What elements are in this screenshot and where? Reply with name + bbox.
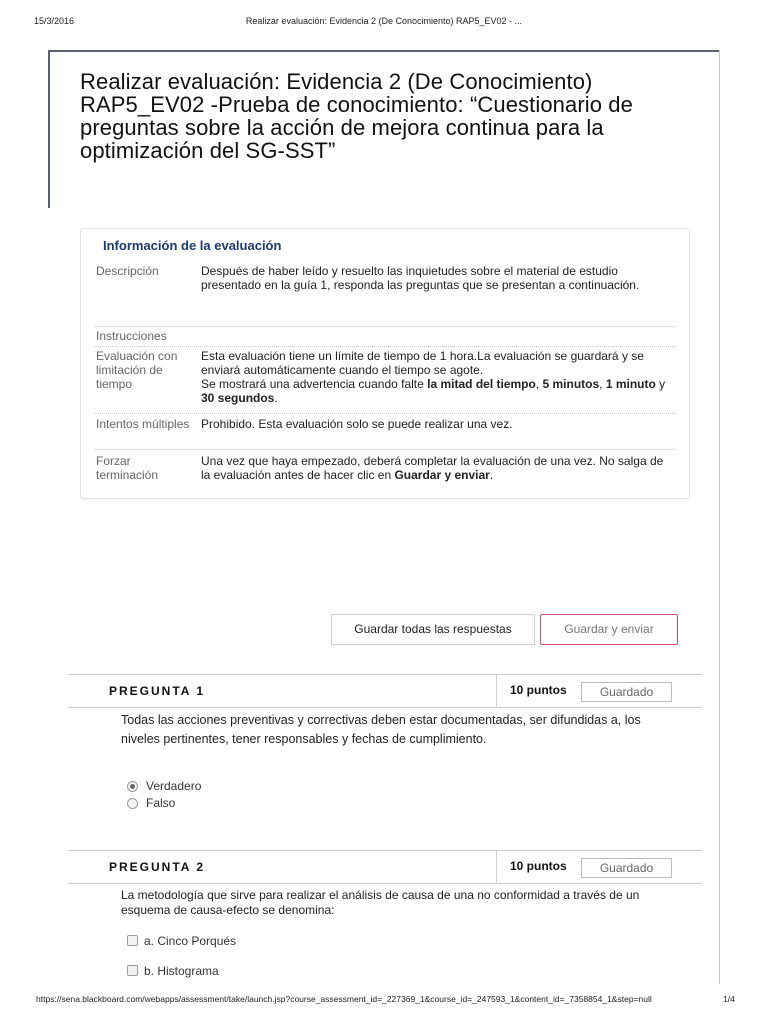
content-frame-top-border xyxy=(48,50,720,52)
question-header-divider xyxy=(496,851,497,884)
question-saved-status: Guardado xyxy=(581,682,672,702)
info-divider xyxy=(95,413,675,414)
warning-1-minute: 1 minuto xyxy=(605,377,656,391)
question-2-text: La metodología que sirve para realizar el análisis de causa de una no conformidad a través de un esquema de causa-efecto se denomina: xyxy=(121,888,640,917)
answer-option-label: b. Histograma xyxy=(144,964,219,978)
question-points: 10 puntos xyxy=(510,683,567,697)
page-title: Realizar evaluación: Evidencia 2 (De Conocimiento) RAP5_EV02 -Prueba de conocimiento: “Cuestionario de preguntas sobre la acción de mejora continua para la optimización del SG-SST” xyxy=(80,69,633,163)
force-completion-text: Una vez que haya empezado, deberá completar la evaluación de una vez. No salga de la evaluación antes de hacer clic en xyxy=(201,454,664,482)
answer-option-label: Verdadero xyxy=(146,779,202,793)
answer-option-label: Falso xyxy=(146,796,176,810)
radio-unselected-icon[interactable] xyxy=(127,798,138,809)
info-value: Después de haber leído y resuelto las inquietudes sobre el material de estudio presentado en la guía 1, responda las preguntas que se presentan a continuación. xyxy=(201,264,640,292)
info-value: Esta evaluación tiene un límite de tiempo de 1 hora.La evaluación se guardará y se enviará automáticamente cuando el tiempo se agote. Se mostrará una advertencia cuando falte la mitad del tiempo, 5 minutos, 1 minuto y 30 segundos. xyxy=(201,349,666,405)
print-page-number: 1/4 xyxy=(723,994,735,1004)
save-and-submit-button[interactable]: Guardar y enviar xyxy=(540,614,678,645)
warning-text: Se mostrará una advertencia cuando falte xyxy=(201,377,428,391)
info-label: Descripción xyxy=(96,264,159,278)
answer-option-label: a. Cinco Porqués xyxy=(144,934,237,948)
info-divider xyxy=(95,346,675,347)
force-completion-bold: Guardar y enviar xyxy=(394,468,490,482)
save-all-answers-button[interactable]: Guardar todas las respuestas xyxy=(331,614,535,645)
info-label: Forzar terminación xyxy=(96,454,159,482)
question-label: PREGUNTA 2 xyxy=(109,860,206,874)
print-header xyxy=(0,16,768,30)
info-label: Evaluación con limitación de tiempo xyxy=(96,349,178,391)
print-date: 15/3/2016 xyxy=(34,16,75,26)
question-points: 10 puntos xyxy=(510,859,567,873)
info-label: Intentos múltiples xyxy=(96,417,190,431)
question-saved-status: Guardado xyxy=(581,858,672,878)
info-label: Instrucciones xyxy=(96,329,167,343)
info-value: Una vez que haya empezado, deberá completar la evaluación de una vez. No salga de la evaluación antes de hacer clic en Guardar y enviar. xyxy=(201,454,664,482)
print-footer-url: https://sena.blackboard.com/webapps/assessment/take/launch.jsp?course_assessment_id=_227369_1&course_id=_247593_1&content_id=_7358854_1&step=null xyxy=(36,994,652,1004)
checkbox-unchecked-icon[interactable] xyxy=(127,965,138,976)
checkbox-unchecked-icon[interactable] xyxy=(127,935,138,946)
info-value: Prohibido. Esta evaluación solo se puede realizar una vez. xyxy=(201,417,513,431)
content-frame-right-border xyxy=(719,50,720,984)
print-page-title: Realizar evaluación: Evidencia 2 (De Conocimiento) RAP5_EV02 - ... xyxy=(245,16,523,26)
question-2-header xyxy=(68,850,702,884)
content-frame-left-border xyxy=(48,50,50,208)
warning-30-seconds: 30 segundos xyxy=(201,391,275,405)
question-header-divider xyxy=(496,675,497,708)
info-divider xyxy=(95,449,675,450)
question-label: PREGUNTA 1 xyxy=(109,684,206,698)
assessment-info-heading: Información de la evaluación xyxy=(103,238,282,253)
time-limit-text: Esta evaluación tiene un límite de tiempo de 1 hora.La evaluación se guardará y se enviará automáticamente cuando el tiempo se agote. xyxy=(201,349,644,377)
radio-selected-icon[interactable] xyxy=(127,781,138,792)
question-1-header xyxy=(68,674,702,708)
warning-5-minutes: 5 minutos xyxy=(542,377,600,391)
question-1-text: Todas las acciones preventivas y correctivas deben estar documentadas, ser difundidas a, los niveles pertinentes, tener responsables y fechas de cumplimiento. xyxy=(121,713,641,746)
warning-half-time: la mitad del tiempo xyxy=(427,377,536,391)
info-divider xyxy=(95,326,675,327)
